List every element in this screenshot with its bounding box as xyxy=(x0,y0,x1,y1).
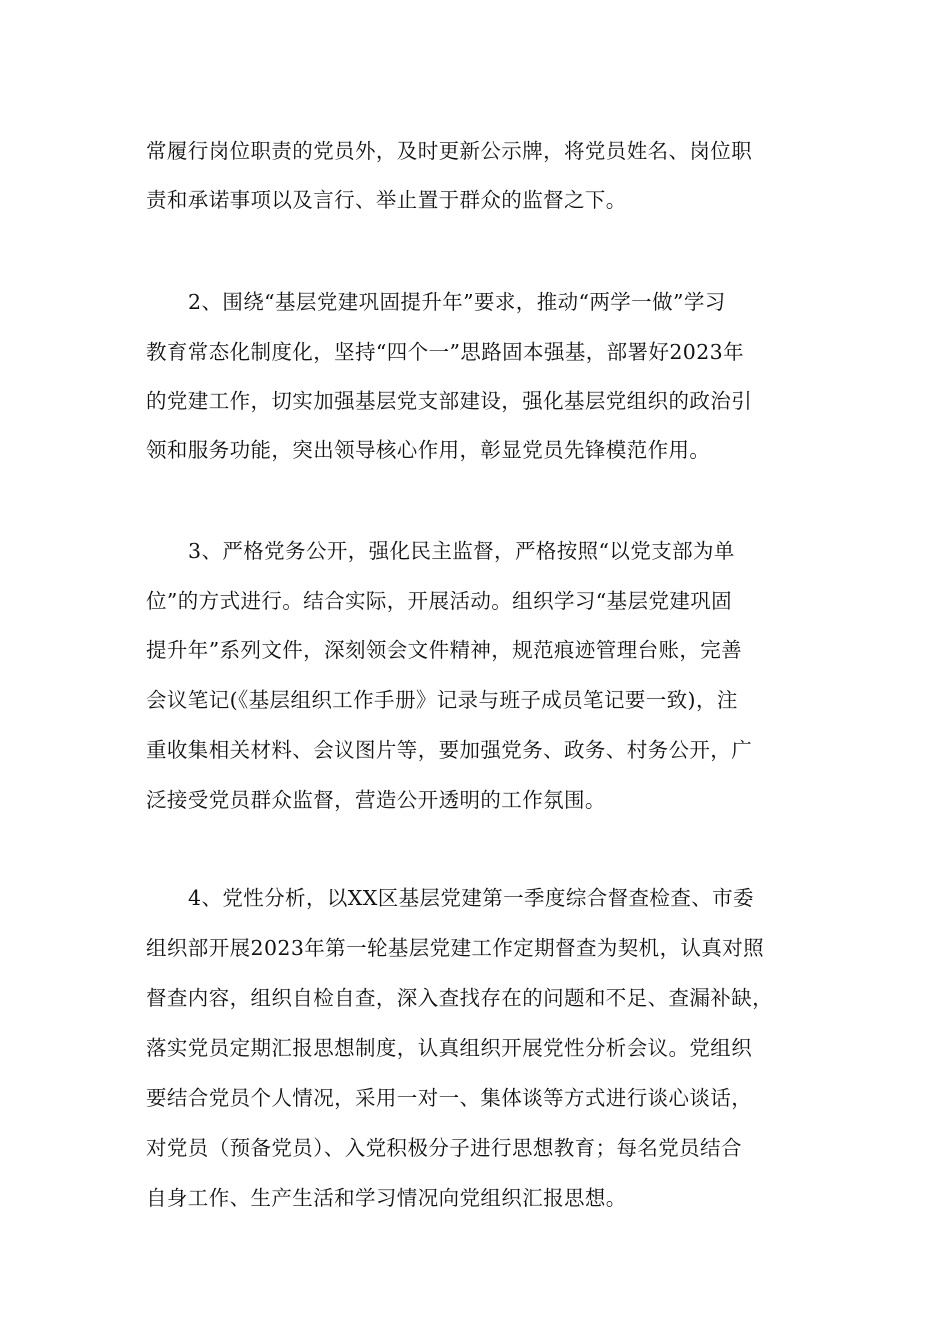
paragraph-line: 4、党性分析，以XX区基层党建第一季度综合督查检查、市委 xyxy=(188,886,754,910)
paragraph-line: 自身工作、生产生活和学习情况向党组织汇报思想。 xyxy=(146,1186,627,1210)
paragraph-line: 责和承诺事项以及言行、举止置于群众的监督之下。 xyxy=(146,188,627,212)
paragraph-line: 会议笔记(《基层组织工作手册》记录与班子成员笔记要一致)，注 xyxy=(146,688,738,712)
paragraph-line: 教育常态化制度化，坚持“四个一”思路固本强基，部署好2023年 xyxy=(146,340,745,364)
paragraph-line: 提升年”系列文件，深刻领会文件精神，规范痕迹管理台账，完善 xyxy=(146,638,743,662)
paragraph-line: 对党员（预备党员）、入党积极分子进行思想教育；每名党员结合 xyxy=(146,1136,742,1160)
paragraph-line: 的党建工作，切实加强基层党支部建设，强化基层党组织的政治引 xyxy=(146,389,753,413)
paragraph-line: 重收集相关材料、会议图片等，要加强党务、政务、村务公开，广 xyxy=(146,738,753,762)
paragraph-line: 泛接受党员群众监督，营造公开透明的工作氛围。 xyxy=(146,788,606,812)
paragraph-line: 督查内容，组织自检自查，深入查找存在的问题和不足、查漏补缺， xyxy=(146,986,773,1010)
paragraph-line: 要结合党员个人情况，采用一对一、集体谈等方式进行谈心谈话， xyxy=(146,1086,753,1110)
paragraph-line: 组织部开展2023年第一轮基层党建工作定期督查为契机，认真对照 xyxy=(146,936,765,960)
paragraph-line: 落实党员定期汇报思想制度，认真组织开展党性分析会议。党组织 xyxy=(146,1036,753,1060)
paragraph-line: 2、围绕“基层党建巩固提升年”要求，推动“两学一做”学习 xyxy=(188,290,726,314)
paragraph-line: 领和服务功能，突出领导核心作用，彰显党员先锋模范作用。 xyxy=(146,438,711,462)
paragraph-line: 位”的方式进行。结合实际，开展活动。组织学习“基层党建巩固 xyxy=(146,589,733,613)
paragraph-line: 常履行岗位职责的党员外，及时更新公示牌，将党员姓名、岗位职 xyxy=(146,139,753,163)
paragraph-line: 3、严格党务公开，强化民主监督，严格按照“以党支部为单 xyxy=(188,539,735,563)
